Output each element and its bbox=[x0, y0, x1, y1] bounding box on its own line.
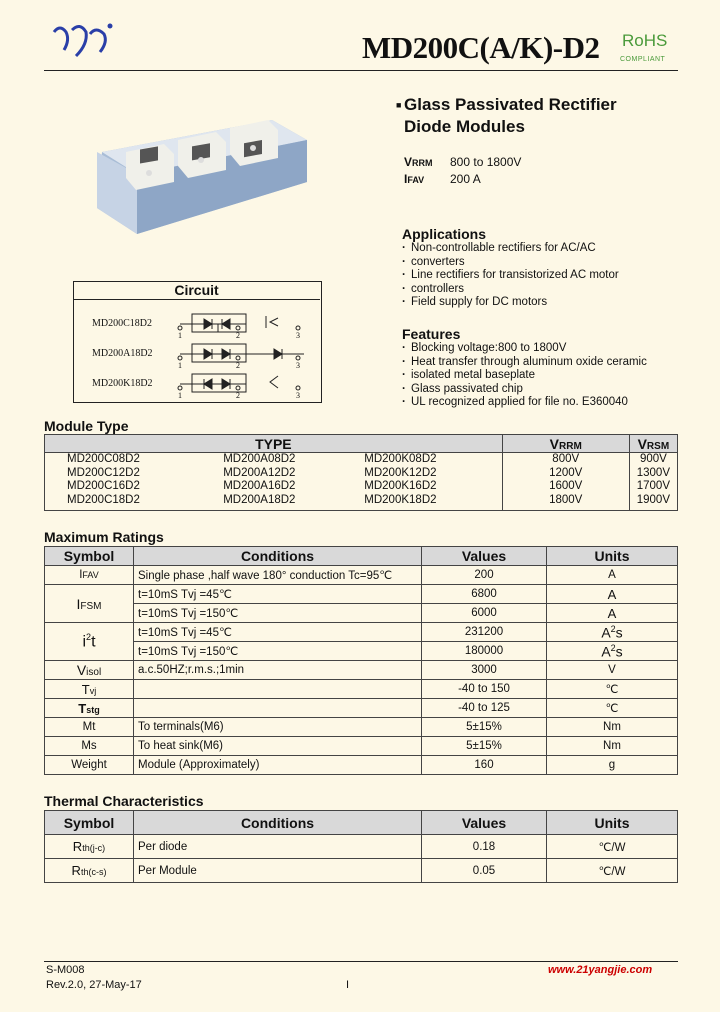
spec-vrrm-value: 800 to 1800V bbox=[450, 155, 522, 169]
vrrm-header: VRRM bbox=[502, 435, 629, 453]
circuit-k-frame bbox=[192, 374, 246, 392]
terminal-label: 3 bbox=[296, 331, 300, 340]
table-row: MD200C08D2 MD200C12D2 MD200C16D2 MD200C18D2 MD200A08D2 MD200A12D2 MD200A16D2 MD200A18D2 MD200K08D2 MD200K12D2 MD200K16D2 MD200K18D2 800V 1200V 1600V 1800V 900V 1300V 1700V 1900V bbox=[45, 453, 678, 511]
circuit-c-frame bbox=[192, 314, 246, 332]
table-row: Ms To heat sink(M6) 5±15% Nm bbox=[45, 737, 678, 756]
description-line-2: Diode Modules bbox=[404, 117, 525, 136]
table-row: Tstg -40 to 125 ℃ bbox=[45, 699, 678, 718]
list-item: · controllers bbox=[400, 283, 619, 297]
spec-ifav: IFAV 200 A bbox=[404, 172, 481, 186]
features-heading: Features bbox=[402, 326, 461, 342]
module-type-heading: Module Type bbox=[44, 418, 129, 434]
company-logo-icon bbox=[50, 20, 120, 62]
max-ratings-table bbox=[44, 546, 678, 775]
values-header: Values bbox=[422, 811, 547, 835]
list-item: · Heat transfer through aluminum oxide ceramic bbox=[400, 356, 647, 370]
diode-icon bbox=[204, 349, 212, 359]
list-item: · Glass passivated chip bbox=[400, 383, 647, 397]
list-item: · UL recognized applied for file no. E360040 bbox=[400, 396, 647, 410]
terminal-2 bbox=[178, 132, 226, 178]
table-row: t=10mS Tvj =150℃ 6000 A bbox=[45, 604, 678, 623]
type-header: TYPE bbox=[45, 435, 503, 453]
units-header: Units bbox=[547, 811, 678, 835]
list-item: · Blocking voltage:800 to 1800V bbox=[400, 342, 647, 356]
part-number-title: MD200C(A/K)-D2 bbox=[362, 30, 600, 65]
terminal-label: 2 bbox=[236, 361, 240, 370]
vrsm-header: VRSM bbox=[629, 435, 677, 453]
terminal-label: 1 bbox=[178, 361, 182, 370]
terminal-label: 3 bbox=[296, 361, 300, 370]
terminal-label: 2 bbox=[236, 391, 240, 400]
rohs-label: RoHS bbox=[622, 31, 668, 50]
table-row: Mt To terminals(M6) 5±15% Nm bbox=[45, 718, 678, 737]
circuit-label-k: MD200K18D2 bbox=[92, 378, 153, 389]
product-description bbox=[396, 94, 617, 138]
units-header: Units bbox=[547, 547, 678, 566]
list-item: · Field supply for DC motors bbox=[400, 296, 619, 310]
diode-icon bbox=[222, 379, 230, 389]
thermal-heading: Thermal Characteristics bbox=[44, 793, 204, 809]
list-item: · Line rectifiers for transistorized AC motor bbox=[400, 269, 619, 283]
table-row: IFSM t=10mS Tvj =45℃ 6800 A bbox=[45, 585, 678, 604]
max-ratings-heading: Maximum Ratings bbox=[44, 529, 164, 545]
conditions-header: Conditions bbox=[134, 547, 422, 566]
spec-vrrm: VRRM 800 to 1800V bbox=[404, 155, 522, 169]
thermal-table bbox=[44, 810, 678, 883]
circuit-diagram bbox=[174, 306, 314, 400]
table-row: Rth(j-c) Per diode 0.18 ℃/W bbox=[45, 835, 678, 859]
applications-heading: Applications bbox=[402, 226, 487, 242]
table-row: Rth(c-s) Per Module 0.05 ℃/W bbox=[45, 859, 678, 883]
diode-module-image bbox=[92, 112, 314, 240]
table-row: $i^2t$ t=10mS Tvj =45℃ 231200 $A^2s$ bbox=[45, 623, 678, 642]
terminal-label: 1 bbox=[178, 331, 182, 340]
header-divider bbox=[44, 70, 678, 71]
terminal-label: 1 bbox=[178, 391, 182, 400]
terminal-label: 3 bbox=[296, 391, 300, 400]
list-item: · Non-controllable rectifiers for AC/AC bbox=[400, 242, 619, 256]
symbol-header: Symbol bbox=[45, 547, 134, 566]
table-row: Weight Module (Approximately) 160 g bbox=[45, 756, 678, 775]
spec-ifav-value: 200 A bbox=[450, 172, 481, 186]
diode-icon bbox=[204, 379, 212, 389]
table-row: Visol a.c.50HZ;r.m.s.;1min 3000 V bbox=[45, 661, 678, 680]
circuit-label-c: MD200C18D2 bbox=[92, 318, 153, 329]
diode-icon bbox=[222, 319, 230, 329]
circuit-title: Circuit bbox=[73, 281, 320, 300]
website-link[interactable]: www.21yangjie.com bbox=[548, 964, 653, 976]
symbol-header: Symbol bbox=[45, 811, 134, 835]
conditions-header: Conditions bbox=[134, 811, 422, 835]
circuit-a-frame bbox=[192, 344, 246, 362]
bullet-icon: ■ bbox=[396, 100, 402, 110]
description-line-1: Glass Passivated Rectifier bbox=[404, 95, 617, 114]
module-type-table bbox=[44, 434, 678, 511]
terminal-3 bbox=[230, 120, 278, 166]
footer-divider bbox=[44, 961, 678, 962]
diode-icon bbox=[204, 319, 212, 329]
rohs-compliant-label: COMPLIANT bbox=[620, 56, 666, 63]
values-header: Values bbox=[422, 547, 547, 566]
circuit-label-a: MD200A18D2 bbox=[92, 348, 153, 359]
revision: Rev.2.0, 27-May-17 bbox=[46, 979, 142, 991]
features-list bbox=[400, 342, 647, 410]
list-item: · isolated metal baseplate bbox=[400, 369, 647, 383]
list-item: · converters bbox=[400, 256, 619, 270]
terminal-1 bbox=[126, 144, 174, 190]
applications-list bbox=[400, 242, 619, 310]
diode-icon bbox=[222, 349, 230, 359]
table-row: Tvj -40 to 150 ℃ bbox=[45, 680, 678, 699]
table-row: t=10mS Tvj =150℃ 180000 $A^2s$ bbox=[45, 642, 678, 661]
table-row: IFAV Single phase ,half wave 180° conduction Tc=95℃ 200 A bbox=[45, 566, 678, 585]
doc-id: S-M008 bbox=[46, 964, 85, 976]
page-number: I bbox=[346, 979, 350, 991]
terminal-label: 2 bbox=[236, 331, 240, 340]
